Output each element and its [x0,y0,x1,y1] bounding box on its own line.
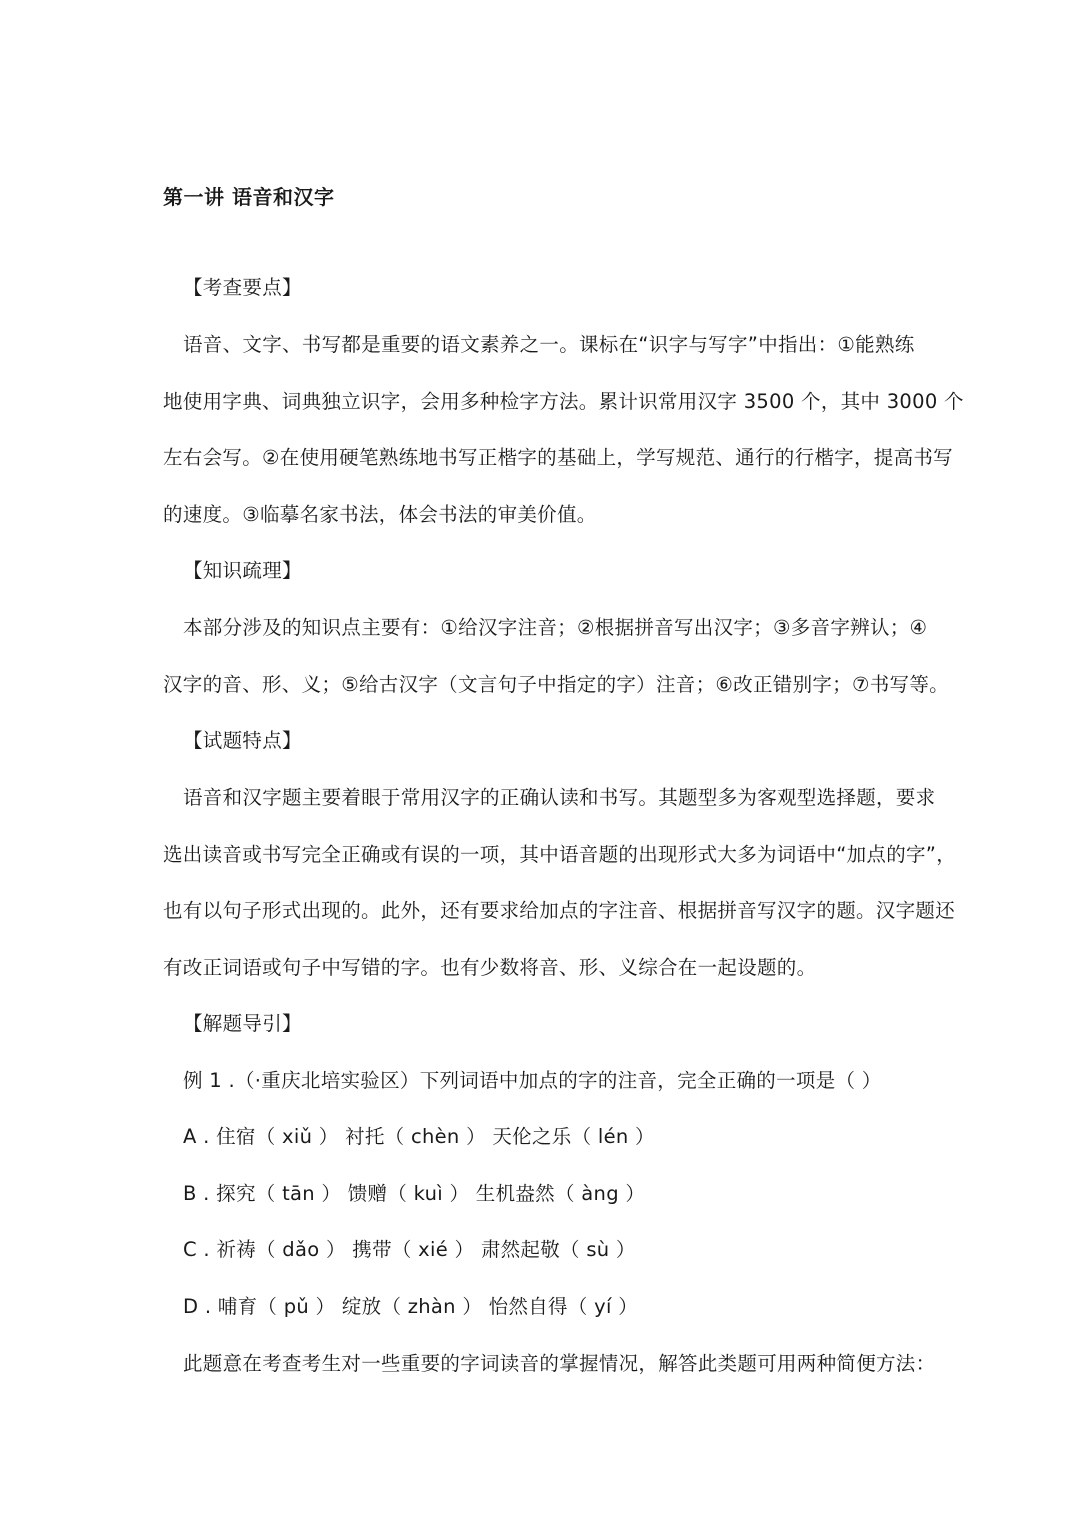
answer-option-a: A . 住宿（ xiǔ ） 衬托（ chèn ） 天伦之乐（ lén ） [183,1125,655,1148]
paragraph-line: 汉字的音、形、义；⑤给古汉字（文言句子中指定的字）注音；⑥改正错别字；⑦书写等。 [163,673,949,696]
section-heading-guide: 【解题导引】 [183,1012,302,1035]
section-heading-key-points: 【考查要点】 [183,276,302,299]
paragraph-line: 的速度。③临摹名家书法，体会书法的审美价值。 [163,503,597,526]
paragraph-line: 本部分涉及的知识点主要有：①给汉字注音；②根据拼音写出汉字；③多音字辨认；④ [183,616,928,639]
paragraph-line: 语音、文字、书写都是重要的语文素养之一。课标在“识字与写字”中指出：①能熟练 [183,333,915,356]
answer-option-b: B . 探究（ tān ） 馈赠（ kuì ） 生机盎然（ àng ） [183,1182,646,1205]
paragraph-line: 左右会写。②在使用硬笔熟练地书写正楷字的基础上，学写规范、通行的行楷字，提高书写 [163,446,953,469]
paragraph-line: 语音和汉字题主要着眼于常用汉字的正确认读和书写。其题型多为客观型选择题，要求 [183,786,936,809]
explanation-line: 此题意在考查考生对一些重要的字词读音的掌握情况，解答此类题可用两种简便方法： [183,1352,936,1375]
section-heading-features: 【试题特点】 [183,729,302,752]
paragraph-line: 地使用字典、词典独立识字，会用多种检字方法。累计识常用汉字 3500 个，其中 3000 个 [163,390,964,413]
paragraph-line: 也有以句子形式出现的。此外，还有要求给加点的字注音、根据拼音写汉字的题。汉字题还 [163,899,956,922]
section-heading-knowledge: 【知识疏理】 [183,559,302,582]
answer-option-c: C . 祈祷（ dǎo ） 携带（ xié ） 肃然起敬（ sù ） [183,1238,636,1261]
paragraph-line: 选出读音或书写完全正确或有误的一项，其中语音题的出现形式大多为词语中“加点的字”， [163,843,957,866]
paragraph-line: 有改正词语或句子中写错的字。也有少数将音、形、义综合在一起设题的。 [163,956,817,979]
example-question: 例 1 .（·重庆北培实验区）下列词语中加点的字的注音，完全正确的一项是（ ） [183,1069,882,1092]
answer-option-d: D . 哺育（ pǔ ） 绽放（ zhàn ） 怡然自得（ yí ） [183,1295,638,1318]
page-title: 第一讲 语音和汉字 [163,185,335,209]
